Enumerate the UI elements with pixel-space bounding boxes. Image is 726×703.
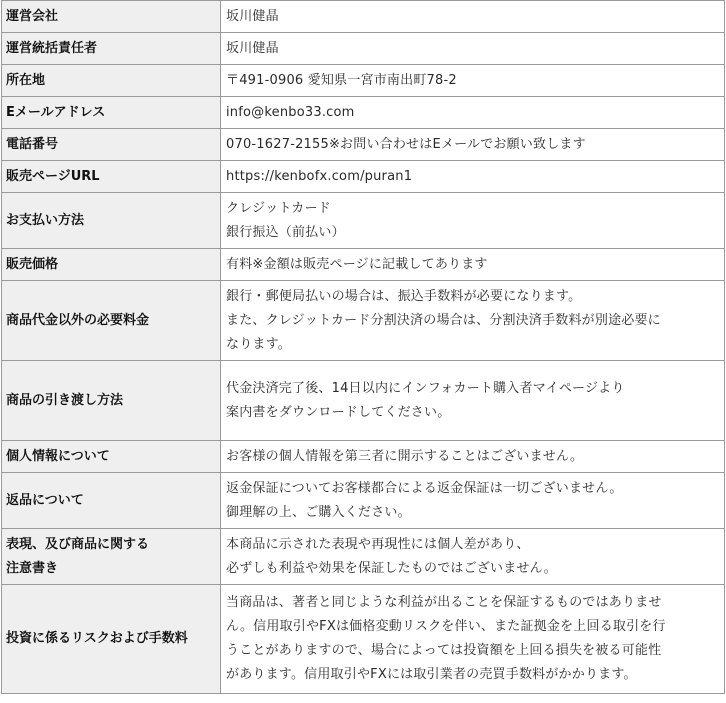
row-label-text: 販売ページURL: [6, 168, 100, 184]
row-label: [2, 161, 221, 193]
row-label-text: Eメールアドレス: [6, 104, 106, 120]
row-value: [221, 129, 725, 161]
row-value: [221, 441, 725, 473]
row-label: [2, 33, 221, 65]
value-line: ん。信用取引やFXは価格変動リスクを伴い、また証拠金を上回る取引を行: [226, 619, 666, 634]
row-label-text: 商品代金以外の必要料金: [6, 312, 150, 328]
row-label-text: 電話番号: [6, 136, 59, 152]
value-line: 銀行・郵便局払いの場合は、振込手数料が必要になります。: [226, 288, 582, 304]
value-line: 案内書をダウンロードしてください。: [226, 404, 451, 420]
row-label: [2, 441, 221, 473]
table-row: [2, 361, 725, 441]
value-line: クレジットカード: [226, 200, 331, 216]
table-row: [2, 129, 725, 161]
row-value: [221, 65, 725, 97]
row-label-text: 投資に係るリスクおよび手数料: [6, 631, 188, 646]
row-label-text: お支払い方法: [6, 212, 85, 228]
table-row: [2, 97, 725, 129]
row-label: [2, 129, 221, 161]
row-value: [221, 281, 725, 361]
value-line: 代金決済完了後、14日以内にインフォカート購入者マイページより: [226, 380, 625, 396]
row-value: [221, 161, 725, 193]
value-line: 必ずしも利益や効果を保証したものではございません。: [226, 560, 557, 576]
value-line: 070-1627-2155※お問い合わせはEメールでお願い致します: [226, 136, 586, 152]
value-line: 有料※金額は販売ページに記載してあります: [226, 256, 488, 272]
value-line: 坂川健晶: [226, 8, 279, 24]
table-row: [2, 529, 725, 585]
value-line: また、クレジットカード分割決済の場合は、分割決済手数料が別途必要に: [226, 312, 661, 328]
value-line: 坂川健晶: [226, 40, 279, 56]
value-line: 銀行振込（前払い）: [226, 224, 345, 240]
row-label-text: 所在地: [6, 72, 46, 88]
table-row: [2, 441, 725, 473]
table-row: [2, 249, 725, 281]
row-label: [2, 281, 221, 361]
row-value: [221, 1, 725, 33]
row-label: [2, 473, 221, 529]
table-row: [2, 281, 725, 361]
table-row: [2, 473, 725, 529]
row-label-text: 個人情報について: [6, 448, 110, 464]
row-label-text: 表現、及び商品に関する: [6, 536, 150, 552]
row-value: [221, 97, 725, 129]
row-label: [2, 65, 221, 97]
row-value: [221, 33, 725, 65]
table-row: [2, 65, 725, 97]
value-line: なります。: [226, 336, 291, 352]
row-value: [221, 193, 725, 249]
row-value: [221, 473, 725, 529]
value-line: 本商品に示された表現や再現性には個人差があり、: [226, 536, 530, 552]
row-label: [2, 97, 221, 129]
table-row: [2, 1, 725, 33]
value-line: お客様の個人情報を第三者に開示することはございません。: [226, 448, 584, 464]
table-row: [2, 193, 725, 249]
row-label: [2, 249, 221, 281]
value-line: 返金保証についてお客様都合による返金保証は一切ございません。: [226, 480, 623, 496]
row-value: [221, 361, 725, 441]
row-label: [2, 1, 221, 33]
value-line: があります。信用取引やFXには取引業者の売買手数料がかかります。: [226, 667, 637, 682]
row-label: [2, 529, 221, 585]
email-link[interactable]: info@kenbo33.com: [226, 104, 355, 120]
value-line: 御理解の上、ご購入ください。: [226, 504, 411, 520]
row-label-text: 運営会社: [6, 8, 59, 24]
row-label-text: 商品の引き渡し方法: [6, 392, 124, 408]
table-row: [2, 33, 725, 65]
row-value: [221, 529, 725, 585]
row-value: [221, 585, 725, 694]
value-line: 当商品は、著者と同じような利益が出ることを保証するものではありませ: [226, 595, 662, 610]
sales-page-link[interactable]: https://kenbofx.com/puran1: [226, 168, 413, 184]
row-value: [221, 249, 725, 281]
row-label: [2, 193, 221, 249]
table-row: [2, 585, 725, 694]
row-label-text: 返品について: [6, 492, 84, 508]
row-label-text: 注意書き: [6, 560, 59, 576]
row-label-text: 販売価格: [6, 256, 59, 272]
table-row: [2, 161, 725, 193]
value-line: うことがありますので、場合によっては投資額を上回る損失を被る可能性: [226, 643, 662, 658]
business-info-table: [1, 0, 725, 694]
row-label-text: 運営統括責任者: [6, 40, 98, 56]
value-line: 〒491-0906 愛知県一宮市南出町78-2: [226, 72, 457, 88]
row-label: [2, 361, 221, 441]
row-label: [2, 585, 221, 694]
